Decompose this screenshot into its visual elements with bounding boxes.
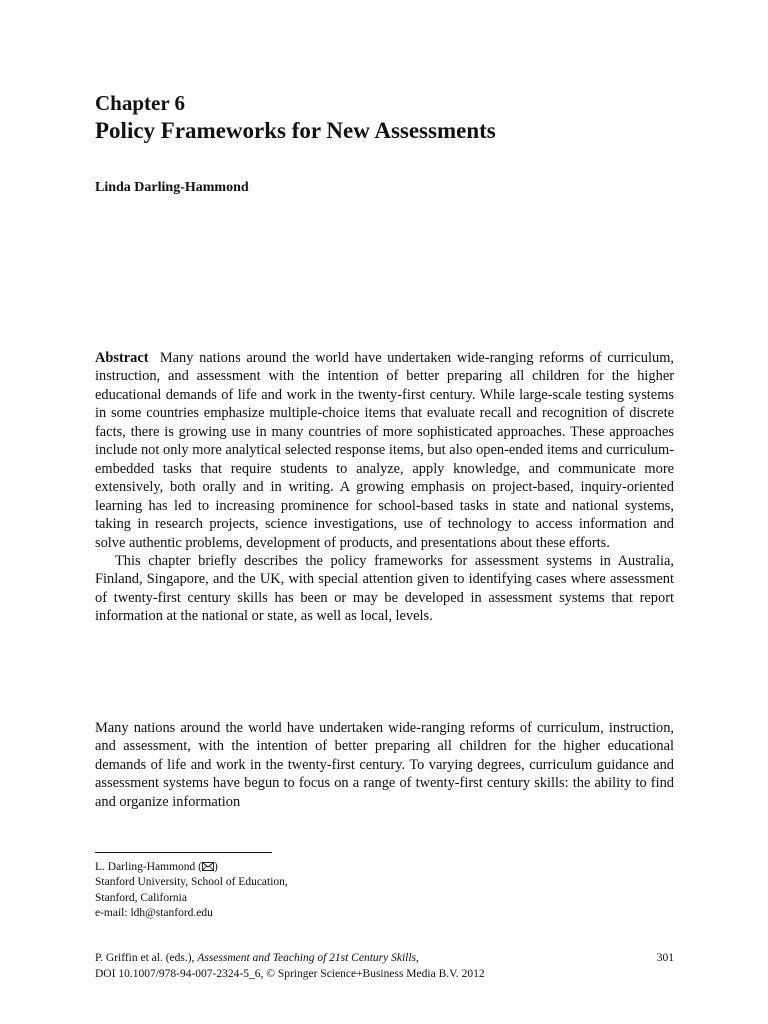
footnote-affiliation: Stanford University, School of Education, — [95, 876, 288, 889]
footnote-divider — [95, 852, 272, 853]
body-text — [95, 719, 674, 811]
footer-doi: DOI 10.1007/978-94-007-2324-5_6, © Springer Science+Business Media B.V. 2012 — [95, 968, 485, 980]
footer-citation-row — [95, 950, 674, 966]
body-paragraph-1: Many nations around the world have undertaken wide-ranging reforms of curriculum, instruction, and assessment, with the intention of better preparing all children for the higher educational demands of life and work in the twenty-first century. To varying degrees, curriculum guidance and assessment systems have begun to focus on a range of twenty-first century skills: the ability to find and organize information — [95, 720, 674, 810]
footnote-name: L. Darling-Hammond ( — [95, 861, 202, 873]
citation-prefix: P. Griffin et al. (eds.), — [95, 952, 198, 964]
abstract-paragraph-2: This chapter briefly describes the policy frameworks for assessment systems in Australia, Finland, Singapore, and the UK, with special attention given to identifying cases where assessment of twenty-first century skills has been or may be developed in assessment systems that report information at the national or state, as well as local, levels. — [95, 552, 674, 625]
abstract-section — [95, 349, 674, 626]
abstract-paragraph-1 — [95, 349, 674, 552]
footer-citation — [95, 950, 419, 966]
author-name: Linda Darling-Hammond — [95, 180, 249, 195]
citation-suffix: , — [416, 952, 419, 964]
chapter-label: Chapter 6 — [95, 91, 186, 115]
footnote-name-line — [95, 860, 288, 875]
footnote-location: Stanford, California — [95, 891, 187, 904]
abstract-text-1: Many nations around the world have undertaken wide-ranging reforms of curriculum, instruction, and assessment with the intention of better preparing all children for the higher educational demands of life and work in the twenty-first century. While large-scale testing systems in some countries emphasize multiple-choice items that evaluate recall and recognition of discrete facts, there is growing use in many countries of more sophisticated approaches. These approaches include not only more analytical selected response items, but also open-ended items and curriculum-embedded tasks that require students to analyze, apply knowledge, and communicate more extensively, both orally and in writing. A growing emphasis on project-based, inquiry-oriented learning has led to increasing prominence for school-based tasks in state and national systems, taking in research projects, science investigations, use of technology to access information and solve authentic problems, development of products, and presentations about these efforts. — [95, 350, 674, 551]
citation-title: Assessment and Teaching of 21st Century Skills — [197, 952, 417, 964]
author-footnote — [95, 860, 288, 922]
page-number: 301 — [656, 952, 674, 964]
mail-icon — [202, 862, 214, 871]
footnote-name-close: ) — [214, 861, 218, 873]
page-footer — [95, 950, 674, 982]
abstract-label: Abstract — [95, 350, 149, 366]
chapter-title: Policy Frameworks for New Assessments — [95, 118, 496, 143]
footnote-email: e-mail: ldh@stanford.edu — [95, 907, 213, 920]
